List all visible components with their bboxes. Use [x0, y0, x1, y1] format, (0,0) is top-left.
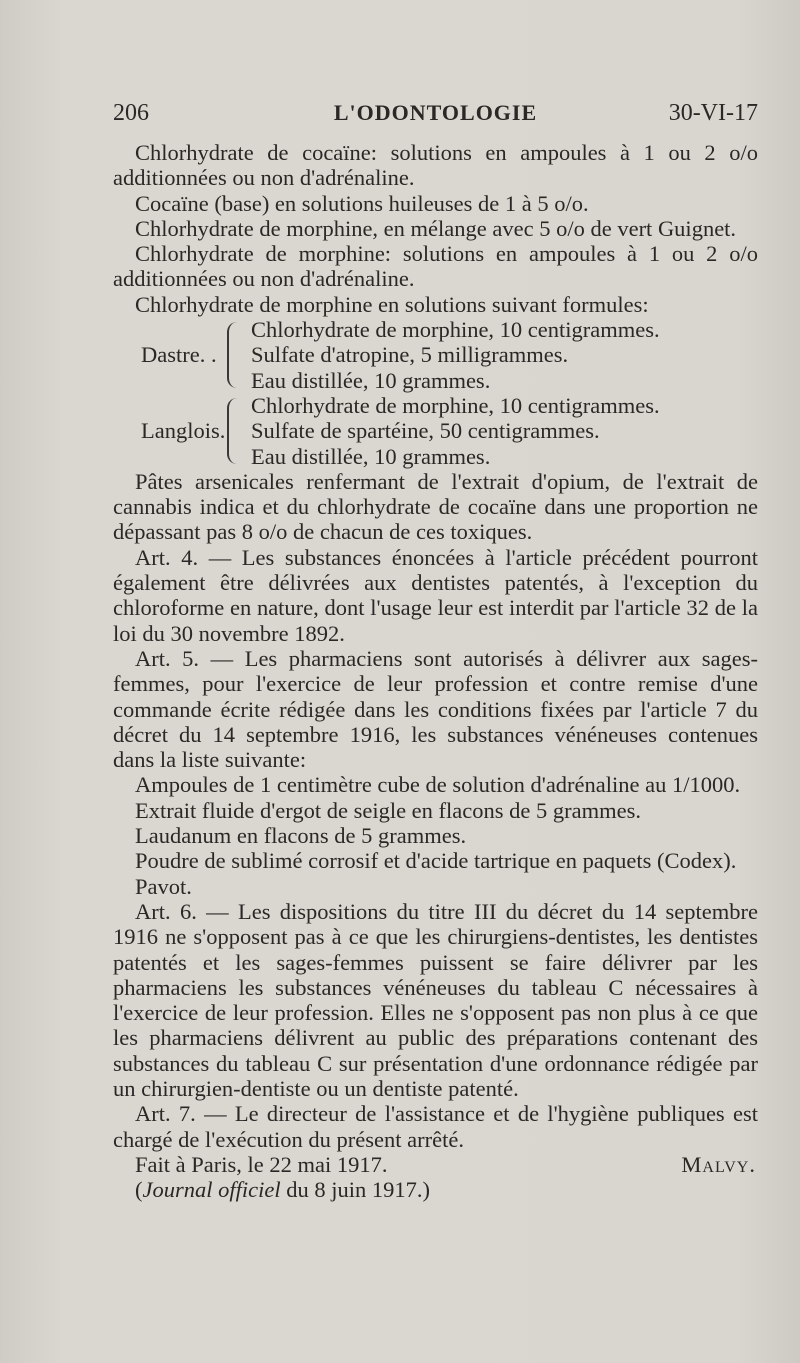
formula-name: Dastre. . [141, 342, 217, 368]
formula-item: Chlorhydrate de morphine, 10 centigrammes. [251, 392, 660, 418]
paragraph: Chlorhydrate de cocaïne: solutions en ampoules à 1 ou 2 o/o additionnées ou non d'adrénaline. [113, 140, 758, 191]
formula-item: Eau distillée, 10 grammes. [251, 367, 491, 393]
paragraph: Cocaïne (base) en solutions huileuses de 1 à 5 o/o. [135, 190, 589, 216]
list-item: Laudanum en flacons de 5 grammes. [135, 823, 467, 849]
source-date: du 8 juin 1917.) [280, 1177, 430, 1203]
formula-item: Sulfate de spartéine, 50 centigrammes. [251, 418, 600, 444]
formula-langlois [113, 393, 758, 469]
formula-name: Langlois. [141, 418, 226, 444]
formula-items [251, 393, 758, 469]
formula-dastre [113, 317, 758, 393]
formula-items [251, 317, 758, 393]
signature-line [113, 1152, 758, 1177]
source-citation [113, 1177, 758, 1202]
brace-icon [227, 322, 243, 388]
article-4: Art. 4. — Les substances énoncées à l'article précédent pourront également être délivrées aux dentistes patentés, à l'exception du chloroforme en nature, dont l'usage leur est interdit par l'article 32 de la loi du 30 novembre 1892. [113, 544, 758, 646]
article-7: Art. 7. — Le directeur de l'assistance et de l'hygiène publiques est chargé de l'exécution du présent arrêté. [113, 1101, 758, 1152]
formula-item: Eau distillée, 10 grammes. [251, 443, 491, 469]
paragraph: Chlorhydrate de morphine: solutions en ampoules à 1 ou 2 o/o additionnées ou non d'adrénaline. [113, 241, 758, 292]
list-item: Extrait fluide d'ergot de seigle en flacons de 5 grammes. [135, 797, 641, 823]
list-item: Pavot. [135, 873, 192, 899]
source-open: ( [135, 1177, 143, 1203]
journal-title: L'ODONTOLOGIE [333, 100, 538, 125]
article-5: Art. 5. — Les pharmaciens sont autorisés à délivrer aux sages-femmes, pour l'exercice de leur profession et contre remise d'une commande écrite rédigée dans les conditions fixées par l'article 7 du décret du 14 septembre 1916, les substances vénéneuses contenues dans la liste suivante: [113, 645, 758, 773]
list-item: Ampoules de 1 centimètre cube de solution d'adrénaline au 1/1000. [135, 772, 741, 798]
brace-icon [227, 398, 243, 464]
paragraph: Chlorhydrate de morphine en solutions suivant formules: [135, 291, 649, 317]
article-6: Art. 6. — Les dispositions du titre III du décret du 14 septembre 1916 ne s'opposent pas à ce que les chirurgiens-dentistes, les dentistes patentés et les sages-femmes puissent se faire délivrer par les pharmaciens les substances vénéneuses du tableau C nécessaires à l'exercice de leur profession. Elles ne s'opposent pas non plus à ce que les pharmaciens délivrent au public des préparations contenant des substances du tableau C sur présentation d'une ordonnance rédigée par un chirurgien-dentiste ou un dentiste patenté. [113, 898, 758, 1101]
source-title: Journal officiel [142, 1177, 281, 1203]
issue-date: 30-VI-17 [668, 100, 758, 126]
formula-item: Sulfate d'atropine, 5 milligrammes. [251, 342, 569, 368]
list-item: Poudre de sublimé corrosif et d'acide tartrique en paquets (Codex). [135, 848, 737, 874]
formula-item: Chlorhydrate de morphine, 10 centigrammes. [251, 317, 660, 343]
signature-name: Malvy. [681, 1151, 756, 1177]
paragraph: Chlorhydrate de morphine, en mélange avec 5 o/o de vert Guignet. [135, 215, 737, 241]
page-number: 206 [113, 100, 149, 126]
running-header [113, 100, 758, 134]
paragraph: Pâtes arsenicales renfermant de l'extrait d'opium, de l'extrait de cannabis indica et du chlorhydrate de cocaïne dans une proportion ne dépassant pas 8 o/o de chacun de ces toxiques. [113, 468, 758, 545]
signature-place: Fait à Paris, le 22 mai 1917. [135, 1151, 388, 1177]
body-text [113, 140, 758, 1202]
